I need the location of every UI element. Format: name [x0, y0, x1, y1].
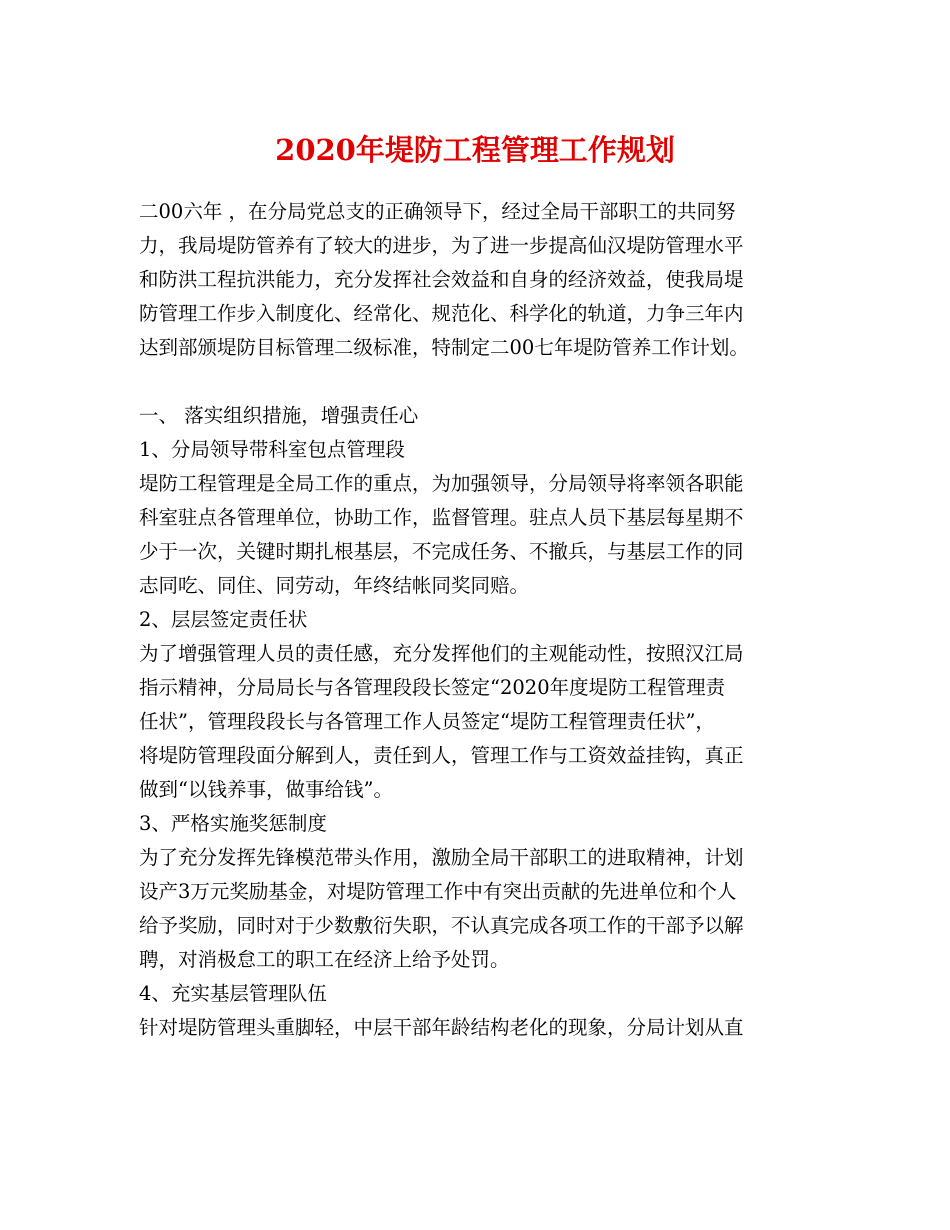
document-title: 2020年堤防工程管理工作规划: [275, 133, 675, 167]
text-line: 科室驻点各管理单位，协助工作，监督管理。驻点人员下基层每星期不: [139, 506, 744, 529]
paragraph-gap: [139, 365, 829, 399]
text-line: 志同吃、同住、同劳动，年终结帐同奖同赔。: [139, 574, 530, 597]
text-line: 少于一次，关键时期扎根基层，不完成任务、不撤兵，与基层工作的同: [139, 540, 744, 563]
text-line: 指示精神，分局局长与各管理段段长签定“2020年度堤防工程管理责: [139, 676, 726, 699]
text-line: 二00六年 ，在分局党总支的正确领导下，经过全局干部职工的共同努: [139, 200, 736, 223]
text-line: 2、层层签定责任状: [139, 608, 308, 631]
text-line: 任状”，管理段段长与各管理工作人员签定“堤防工程管理责任状”，: [139, 710, 715, 733]
text-line: 防管理工作步入制度化、经常化、规范化、科学化的轨道，力争三年内: [139, 302, 744, 325]
text-line: 堤防工程管理是全局工作的重点，为加强领导，分局领导将率领各职能: [139, 472, 744, 495]
text-line: 为了增强管理人员的责任感，充分发挥他们的主观能动性，按照汉江局: [139, 642, 744, 665]
text-line: 力，我局堤防管养有了较大的进步，为了进一步提高仙汉堤防管理水平: [139, 234, 744, 257]
text-line: 1、分局领导带科室包点管理段: [139, 438, 405, 461]
text-line: 给予奖励，同时对于少数敷衍失职，不认真完成各项工作的干部予以解: [139, 914, 744, 937]
text-line: 3、严格实施奖惩制度: [139, 812, 327, 835]
text-line: 和防洪工程抗洪能力，充分发挥社会效益和自身的经济效益，使我局堤: [139, 268, 744, 291]
text-line: 聘，对消极怠工的职工在经济上给予处罚。: [139, 948, 510, 971]
text-line: 做到“以钱养事，做事给钱”。: [139, 778, 393, 801]
text-line: 4、充实基层管理队伍: [139, 982, 327, 1005]
document-body: [139, 195, 829, 1045]
text-line: 为了充分发挥先锋模范带头作用，激励全局干部职工的进取精神，计划: [139, 846, 744, 869]
text-line: 针对堤防管理头重脚轻，中层干部年龄结构老化的现象，分局计划从直: [139, 1016, 744, 1039]
text-line: 将堤防管理段面分解到人，责任到人，管理工作与工资效益挂钩，真正: [139, 744, 744, 767]
text-line: 一、 落实组织措施，增强责任心: [139, 404, 419, 427]
text-line: 达到部颁堤防目标管理二级标准，特制定二00七年堤防管养工作计划。: [139, 336, 749, 359]
text-line: 设产3万元奖励基金，对堤防管理工作中有突出贡献的先进单位和个人: [139, 880, 737, 903]
